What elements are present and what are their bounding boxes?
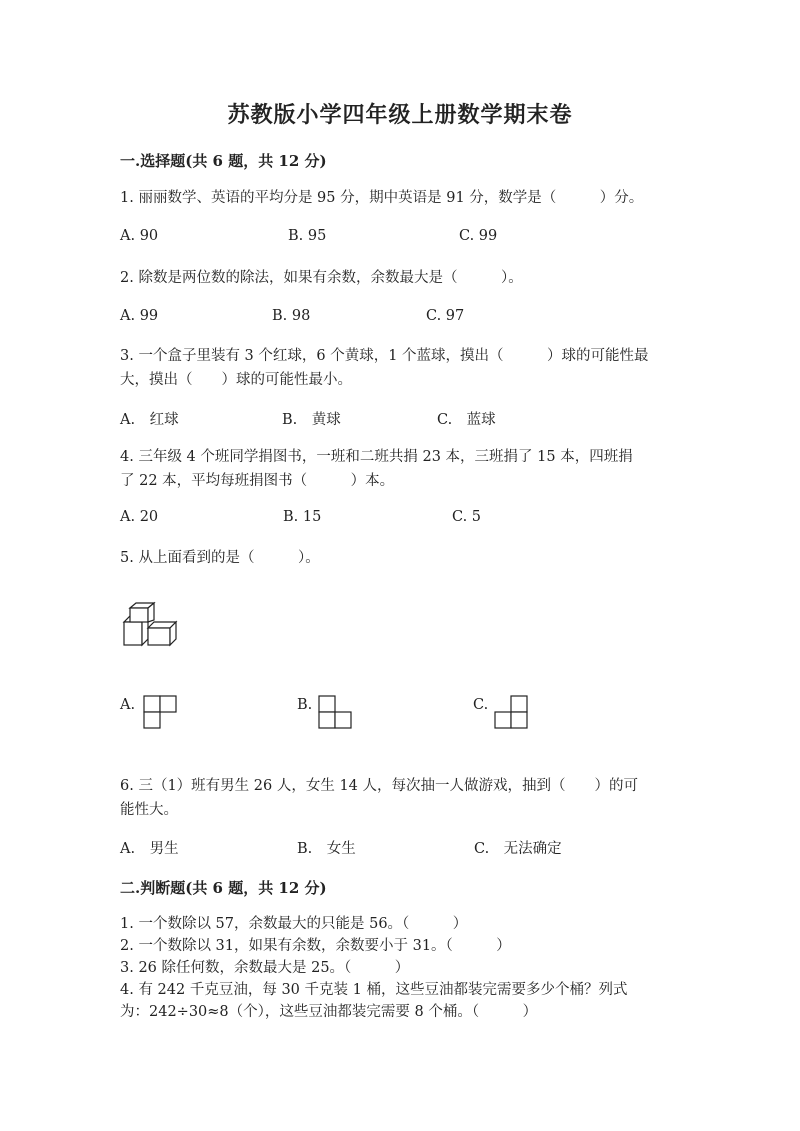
judgment-4-text-line2: 为：242÷30≈8（个），这些豆油都装完需要 8 个桶。（ ）: [120, 1004, 538, 1020]
q4-option-b[interactable]: B. 15: [283, 509, 322, 525]
q1-option-c[interactable]: C. 99: [459, 228, 498, 244]
q6-option-c[interactable]: C. 无法确定: [474, 841, 562, 857]
question-4-text-line2: 了 22 本，平均每班捐图书（ ）本。: [120, 473, 395, 489]
question-6-text-line1: 6. 三（1）班有男生 26 人，女生 14 人，每次抽一人做游戏，抽到（ ）的可: [120, 778, 639, 794]
q3-option-c[interactable]: C. 蓝球: [437, 412, 496, 428]
q6-option-a[interactable]: A. 男生: [120, 841, 179, 857]
q2-option-b[interactable]: B. 98: [272, 308, 311, 324]
q2-option-c[interactable]: C. 97: [426, 308, 465, 324]
question-5-text: 5. 从上面看到的是（ ）。: [120, 550, 320, 566]
stacked-cubes-figure: [120, 600, 180, 650]
q1-option-a[interactable]: A. 90: [120, 228, 159, 244]
q5-option-a-figure[interactable]: [144, 696, 178, 730]
page-title: 苏教版小学四年级上册数学期末卷: [227, 102, 573, 128]
question-4-text-line1: 4. 三年级 4 个班同学捐图书，一班和二班共捐 23 本，三班捐了 15 本，四班捐: [120, 449, 633, 465]
q5-option-b-label[interactable]: B.: [297, 697, 313, 713]
q5-option-c-figure[interactable]: [495, 696, 529, 730]
q2-option-a[interactable]: A. 99: [120, 308, 159, 324]
q5-option-a-label[interactable]: A.: [120, 697, 136, 713]
q6-option-b[interactable]: B. 女生: [297, 841, 356, 857]
q5-option-c-label[interactable]: C.: [473, 697, 489, 713]
q5-option-b-figure[interactable]: [319, 696, 353, 730]
judgment-1-text: 1. 一个数除以 57，余数最大的只能是 56。（ ）: [120, 916, 468, 932]
q4-option-c[interactable]: C. 5: [452, 509, 482, 525]
q4-option-a[interactable]: A. 20: [120, 509, 159, 525]
section-heading-choice: 一.选择题(共 6 题，共 12 分): [120, 152, 327, 170]
judgment-4-text-line1: 4. 有 242 千克豆油，每 30 千克装 1 桶，这些豆油都装完需要多少个桶？列式: [120, 982, 628, 998]
judgment-2-text: 2. 一个数除以 31，如果有余数，余数要小于 31。（ ）: [120, 938, 511, 954]
judgment-3-text: 3. 26 除任何数，余数最大是 25。（ ）: [120, 960, 410, 976]
q1-option-b[interactable]: B. 95: [288, 228, 327, 244]
section-heading-judgment: 二.判断题(共 6 题，共 12 分): [120, 879, 327, 897]
question-1-text: 1. 丽丽数学、英语的平均分是 95 分，期中英语是 91 分，数学是（ ）分。: [120, 190, 644, 206]
question-2-text: 2. 除数是两位数的除法，如果有余数，余数最大是（ ）。: [120, 270, 523, 286]
q3-option-a[interactable]: A. 红球: [120, 412, 179, 428]
question-6-text-line2: 能性大。: [120, 802, 178, 818]
q3-option-b[interactable]: B. 黄球: [282, 412, 341, 428]
question-3-text-line1: 3. 一个盒子里装有 3 个红球，6 个黄球，1 个蓝球，摸出（ ）球的可能性最: [120, 348, 649, 364]
question-3-text-line2: 大，摸出（ ）球的可能性最小。: [120, 372, 352, 388]
